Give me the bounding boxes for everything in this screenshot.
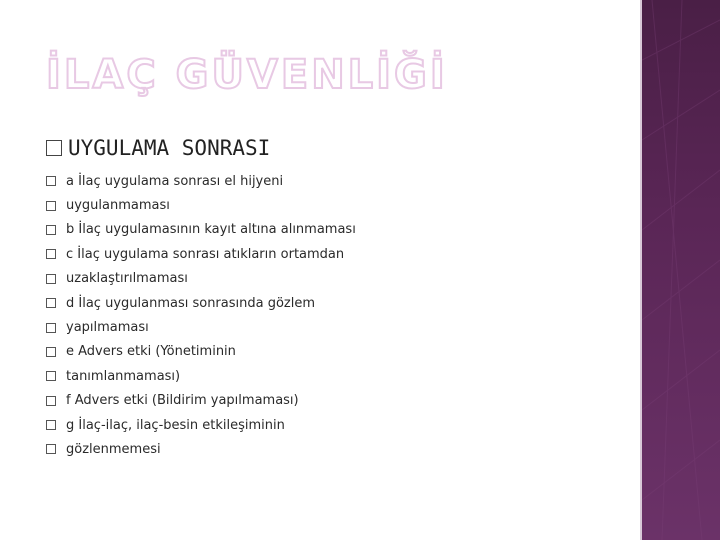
section-heading: [46, 136, 270, 160]
list-item: [46, 291, 356, 315]
list-item: [46, 437, 356, 461]
square-bullet-icon: [46, 274, 56, 284]
square-bullet-icon: [46, 396, 56, 406]
square-bullet-icon: [46, 347, 56, 357]
bullet-list: [46, 169, 356, 462]
square-bullet-icon: [46, 371, 56, 381]
list-item-text: f Advers etki (Bildirim yapılmaması): [66, 393, 299, 409]
square-bullet-icon: [46, 249, 56, 259]
list-item: [46, 389, 356, 413]
list-item: [46, 364, 356, 388]
list-item-text: a İlaç uygulama sonrası el hijyeni: [66, 173, 284, 189]
list-item: [46, 413, 356, 437]
side-panel-pattern: [642, 0, 720, 540]
square-bullet-icon: [46, 444, 56, 454]
list-item-text: gözlenmemesi: [66, 441, 161, 457]
square-bullet-icon: [46, 201, 56, 211]
list-item-text: yapılmaması: [66, 320, 149, 336]
list-item: [46, 340, 356, 364]
list-item: [46, 315, 356, 339]
square-bullet-icon: [46, 140, 62, 156]
list-item-text: b İlaç uygulamasının kayıt altına alınmaması: [66, 222, 356, 238]
list-item-text: e Advers etki (Yönetiminin: [66, 344, 236, 360]
list-item: [46, 267, 356, 291]
list-item: [46, 242, 356, 266]
square-bullet-icon: [46, 323, 56, 333]
square-bullet-icon: [46, 298, 56, 308]
list-item: [46, 218, 356, 242]
slide-title: İLAÇ GÜVENLİĞİ: [46, 52, 448, 98]
side-panel-decoration: [642, 0, 720, 540]
list-item-text: uzaklaştırılmaması: [66, 271, 188, 287]
list-item: [46, 169, 356, 193]
list-item-text: uygulanmaması: [66, 198, 170, 214]
list-item-text: d İlaç uygulanması sonrasında gözlem: [66, 295, 316, 311]
list-item-text: tanımlanmaması): [66, 368, 181, 384]
section-heading-text: UYGULAMA SONRASI: [68, 136, 271, 160]
list-item-text: g İlaç-ilaç, ilaç-besin etkileşiminin: [66, 417, 285, 433]
square-bullet-icon: [46, 420, 56, 430]
list-item: [46, 193, 356, 217]
square-bullet-icon: [46, 225, 56, 235]
square-bullet-icon: [46, 176, 56, 186]
list-item-text: c İlaç uygulama sonrası atıkların ortamdan: [66, 246, 345, 262]
